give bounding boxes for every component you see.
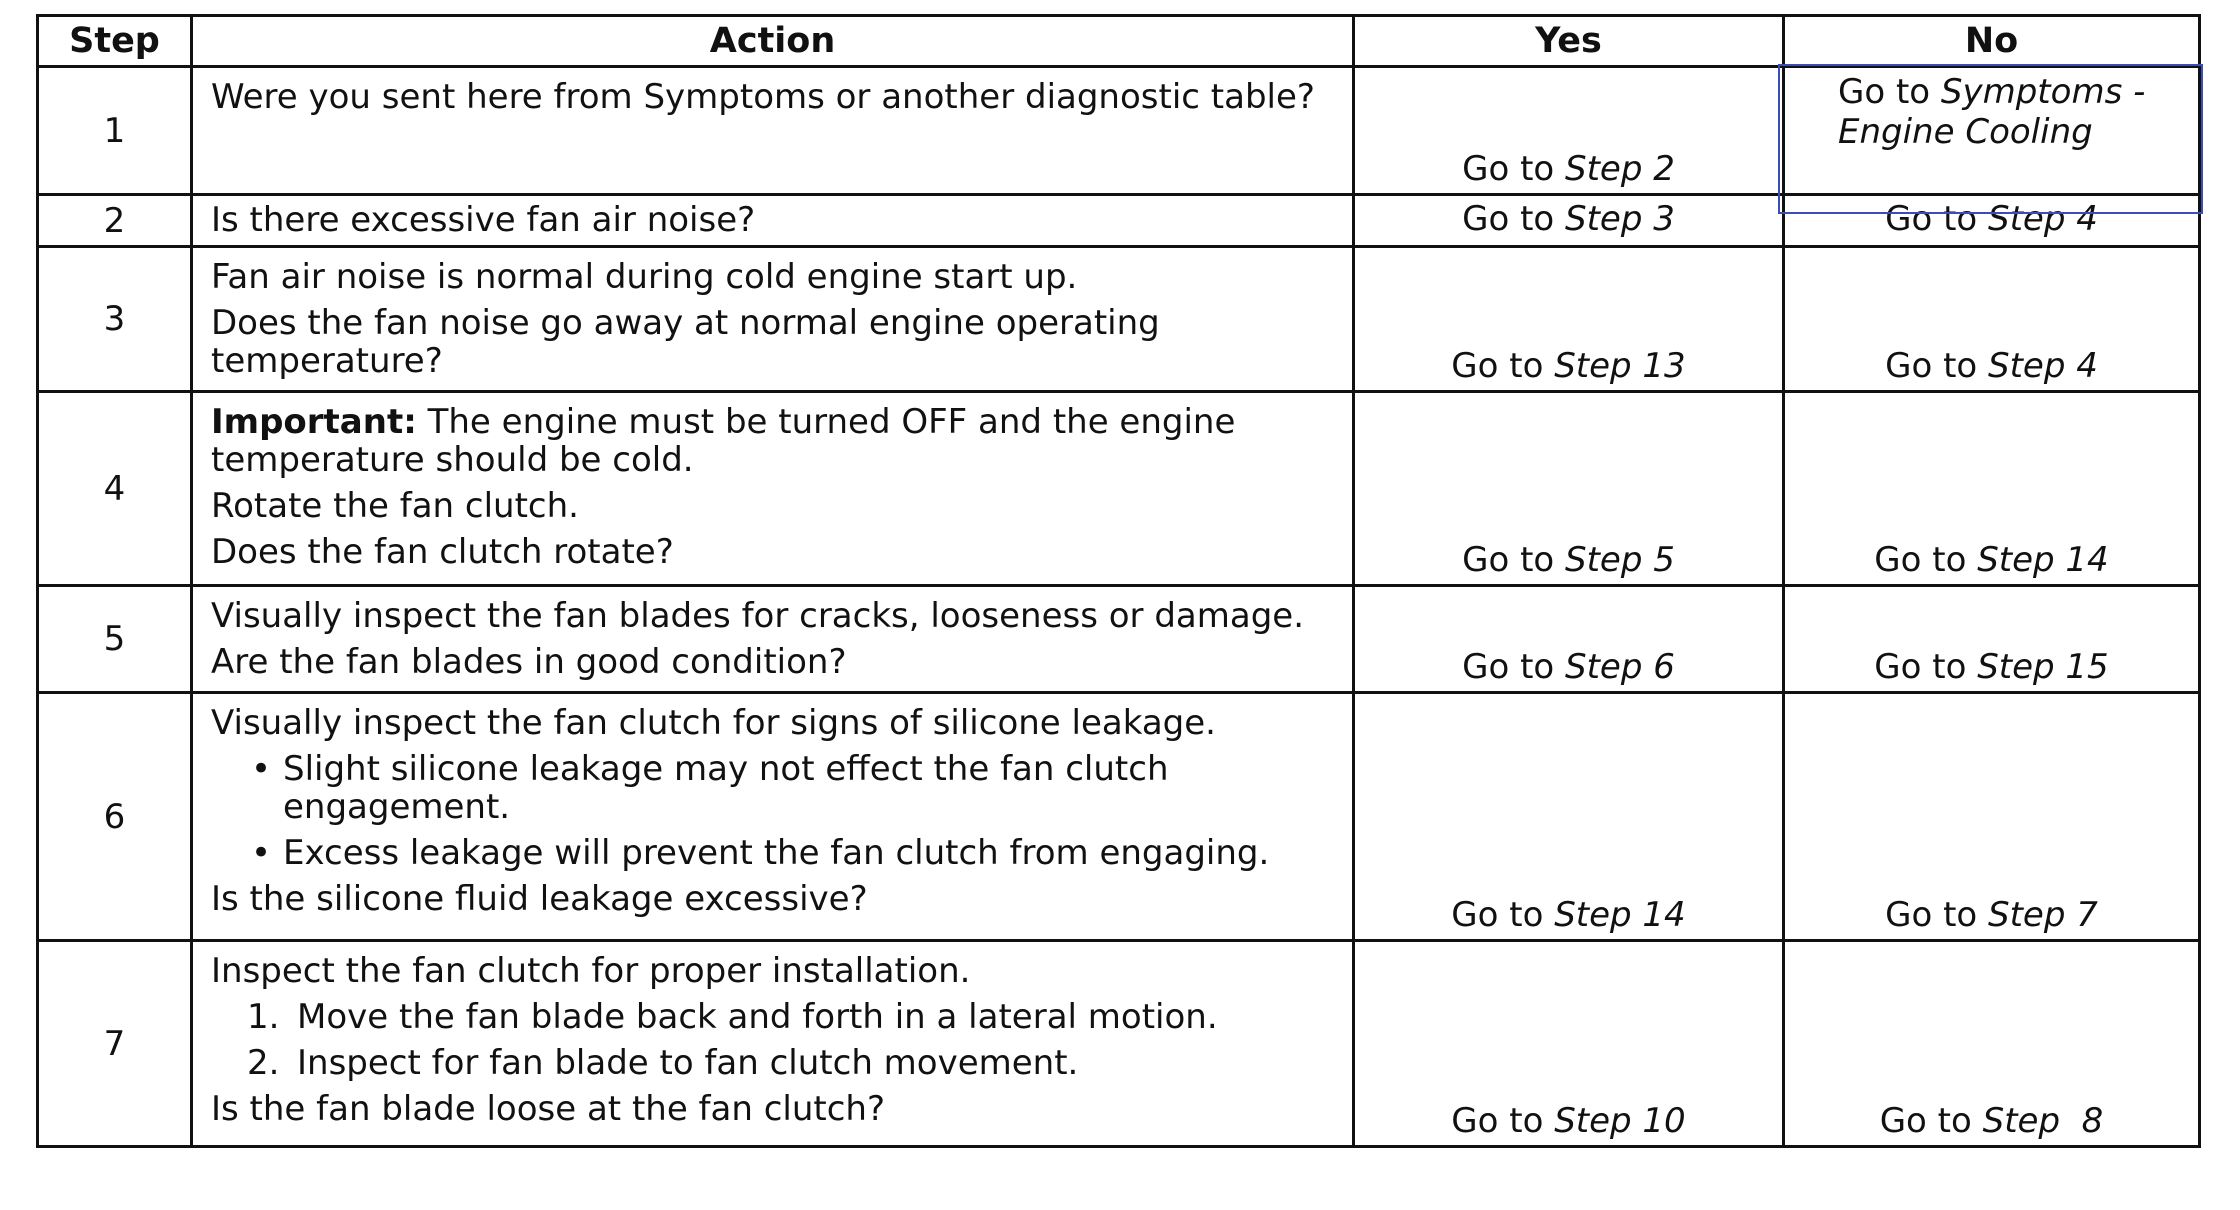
important-text: The engine must be turned OFF and the engine temperature should be cold.: [211, 402, 1236, 480]
no-target: Step 14: [1977, 540, 2109, 580]
go-to-label: Go to: [1885, 346, 1978, 386]
list-item: • Slight silicone leakage may not effect the fan clutch engagement.: [251, 749, 1169, 827]
go-to-label: Go to: [1451, 1101, 1544, 1141]
action-text: Inspect the fan clutch for proper installation.: [211, 951, 971, 991]
header-no: No: [1784, 16, 2200, 67]
action-question: Are the fan blades in good condition?: [211, 642, 847, 682]
go-to-label: Go to: [1462, 199, 1555, 239]
header-yes: Yes: [1354, 16, 1784, 67]
no-cell: [1784, 392, 2200, 586]
yes-target: Step 13: [1554, 346, 1686, 386]
no-cell: [1784, 693, 2200, 941]
no-cell: [1784, 586, 2200, 693]
action-question: Does the fan noise go away at normal engine operating temperature?: [211, 303, 1160, 381]
go-to-label: Go to: [1451, 895, 1544, 935]
yes-cell: [1354, 67, 1784, 195]
action-question: Is the silicone fluid leakage excessive?: [211, 879, 868, 919]
no-cell: [1784, 941, 2200, 1147]
yes-cell: [1354, 586, 1784, 693]
no-target-line2: Engine Cooling: [1838, 112, 2093, 152]
go-to-label: Go to: [1879, 1101, 1972, 1141]
list-item: 2. Inspect for fan blade to fan clutch movement.: [247, 1043, 1079, 1083]
bullet-icon: •: [251, 833, 272, 873]
no-cell: [1784, 195, 2200, 247]
action-text: Visually inspect the fan clutch for signs of silicone leakage.: [211, 703, 1216, 743]
no-target: Step 15: [1977, 647, 2109, 687]
table-row-step-4: [38, 392, 2200, 586]
step-number: 3: [38, 247, 192, 392]
important-label: Important:: [211, 402, 417, 442]
list-number: 2.: [247, 1043, 280, 1083]
table-row-step-3: [38, 247, 2200, 392]
step-number: 4: [38, 392, 192, 586]
table-row-step-5: [38, 586, 2200, 693]
diagnostic-table: [36, 14, 2201, 1148]
list-number: 1.: [247, 997, 280, 1037]
step-number: 5: [38, 586, 192, 693]
yes-cell: [1354, 693, 1784, 941]
no-cell[interactable]: [1784, 67, 2200, 195]
yes-target: Step 5: [1565, 540, 1675, 580]
no-target: Step 7: [1988, 895, 2098, 935]
yes-target: Step 2: [1565, 149, 1675, 189]
go-to-label: Go to: [1451, 346, 1544, 386]
no-target: Step 4: [1988, 199, 2098, 239]
no-cell: [1784, 247, 2200, 392]
action-text: Were you sent here from Symptoms or another diagnostic table?: [211, 77, 1315, 117]
go-to-label: Go to: [1462, 149, 1555, 189]
step-number: 7: [38, 941, 192, 1147]
go-to-label: Go to: [1885, 199, 1978, 239]
step-number: 2: [38, 195, 192, 247]
action-question: Does the fan clutch rotate?: [211, 532, 674, 572]
header-step: Step: [38, 16, 192, 67]
header-row: [38, 16, 2200, 67]
yes-cell: [1354, 392, 1784, 586]
action-cell: [192, 586, 1354, 693]
table-row-step-7: [38, 941, 2200, 1147]
table-row-step-2: [38, 195, 2200, 247]
action-text: Rotate the fan clutch.: [211, 486, 579, 526]
go-to-label: Go to: [1885, 895, 1978, 935]
header-action: Action: [192, 16, 1354, 67]
action-cell: [192, 67, 1354, 195]
action-cell: [192, 693, 1354, 941]
table-row-step-6: [38, 693, 2200, 941]
yes-cell: [1354, 247, 1784, 392]
no-target-line1: Symptoms -: [1940, 72, 2146, 112]
step-number: 1: [38, 67, 192, 195]
yes-target: Step 14: [1554, 895, 1686, 935]
no-target: Step 4: [1988, 346, 2098, 386]
action-question: Is the fan blade loose at the fan clutch?: [211, 1089, 886, 1129]
action-cell: [192, 941, 1354, 1147]
action-text: Fan air noise is normal during cold engine start up.: [211, 257, 1078, 297]
action-text: Visually inspect the fan blades for cracks, looseness or damage.: [211, 596, 1304, 636]
no-target: Step 8: [1982, 1101, 2104, 1141]
action-cell: [192, 392, 1354, 586]
yes-target: Step 3: [1565, 199, 1675, 239]
action-cell: [192, 247, 1354, 392]
go-to-label: Go to: [1874, 647, 1967, 687]
go-to-label: Go to: [1838, 72, 1931, 112]
bullet-icon: •: [251, 749, 272, 789]
go-to-label: Go to: [1874, 540, 1967, 580]
yes-cell: [1354, 941, 1784, 1147]
important-note: [211, 403, 1334, 479]
list-item: • Excess leakage will prevent the fan clutch from engaging.: [251, 833, 1270, 873]
action-text: Is there excessive fan air noise?: [211, 199, 756, 240]
go-to-label: Go to: [1462, 540, 1555, 580]
yes-cell: [1354, 195, 1784, 247]
list-item: 1. Move the fan blade back and forth in a lateral motion.: [247, 997, 1218, 1037]
step-number: 6: [38, 693, 192, 941]
yes-target: Step 6: [1565, 647, 1675, 687]
yes-target: Step 10: [1554, 1101, 1686, 1141]
table-row-step-1: [38, 67, 2200, 195]
action-cell: [192, 195, 1354, 247]
go-to-label: Go to: [1462, 647, 1555, 687]
